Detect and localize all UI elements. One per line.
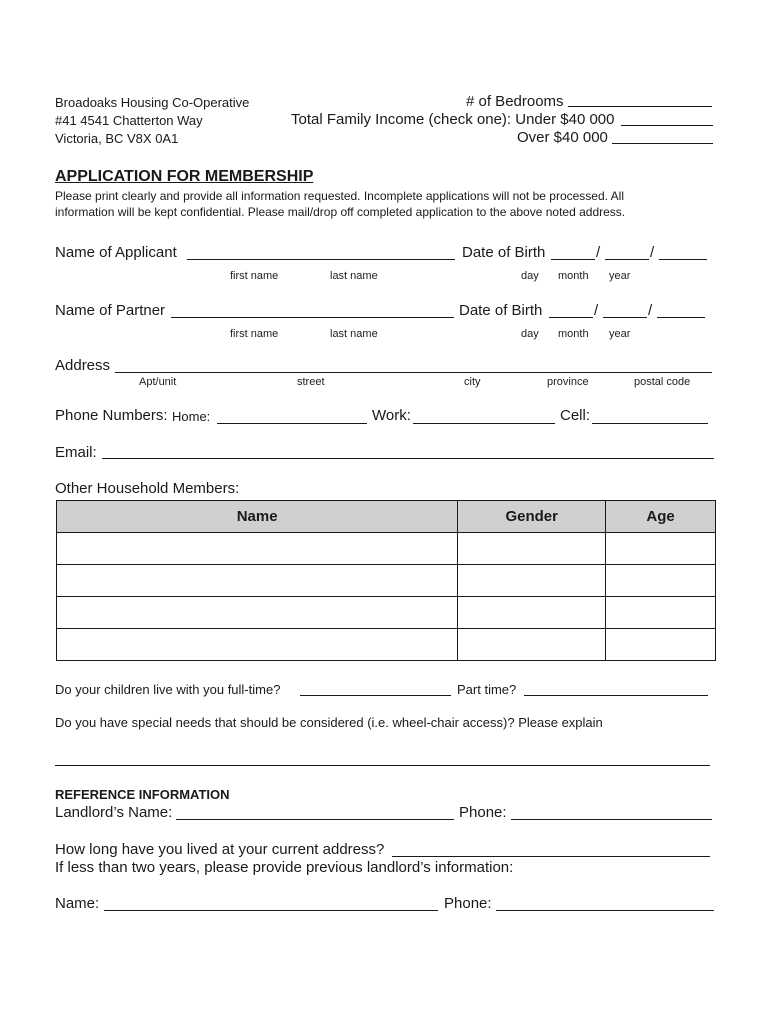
address-apt-caption: Apt/unit xyxy=(139,376,177,388)
partner-day-caption: day xyxy=(521,328,539,340)
applicant-dob-month-field[interactable] xyxy=(605,259,649,260)
phone-cell-field[interactable] xyxy=(592,423,708,424)
address-city-caption: city xyxy=(464,376,481,388)
income-over-field[interactable] xyxy=(612,143,713,144)
applicant-dob-day-field[interactable] xyxy=(551,259,595,260)
applicant-last-name-caption: last name xyxy=(330,270,378,282)
household-col-gender: Gender xyxy=(458,501,606,533)
previous-landlord-phone-field[interactable] xyxy=(496,910,714,911)
org-address-line1: #41 4541 Chatterton Way xyxy=(55,113,203,128)
partner-dob-year-field[interactable] xyxy=(657,317,705,318)
previous-landlord-name-label: Name: xyxy=(55,895,100,912)
income-over-label: Over $40 000 xyxy=(517,129,608,146)
special-needs-question: Do you have special needs that should be considered (i.e. wheel-chair access)? Please explain xyxy=(55,715,603,730)
page-title: APPLICATION FOR MEMBERSHIP xyxy=(55,168,314,185)
phone-home-field[interactable] xyxy=(217,423,367,424)
partner-dob-slash1: / xyxy=(594,302,599,319)
previous-landlord-name-field[interactable] xyxy=(104,910,438,911)
applicant-label: Name of Applicant xyxy=(55,244,177,261)
partner-dob-slash2: / xyxy=(648,302,653,319)
household-name-cell[interactable] xyxy=(57,533,458,565)
how-long-field[interactable] xyxy=(392,856,710,857)
income-under-field[interactable] xyxy=(621,125,713,126)
applicant-name-field[interactable] xyxy=(187,259,455,260)
applicant-dob-slash2: / xyxy=(650,244,655,261)
landlord-phone-field[interactable] xyxy=(511,819,712,820)
instructions-line1: Please print clearly and provide all information requested. Incomplete applications will not be processed. All xyxy=(55,189,624,203)
previous-landlord-phone-label: Phone: xyxy=(444,895,492,912)
household-age-cell[interactable] xyxy=(606,533,716,565)
partner-first-name-caption: first name xyxy=(230,328,279,340)
household-name-cell[interactable] xyxy=(57,565,458,597)
address-field[interactable] xyxy=(115,372,712,373)
address-province-caption: province xyxy=(547,376,589,388)
part-time-question: Part time? xyxy=(457,682,517,697)
partner-dob-label: Date of Birth xyxy=(459,302,543,319)
children-fulltime-question: Do your children live with you full-time? xyxy=(55,682,281,697)
household-name-cell[interactable] xyxy=(57,597,458,629)
table-row xyxy=(57,533,716,565)
part-time-field[interactable] xyxy=(524,695,708,696)
address-postal-caption: postal code xyxy=(634,376,691,388)
table-row xyxy=(57,565,716,597)
household-age-cell[interactable] xyxy=(606,597,716,629)
table-row xyxy=(57,597,716,629)
household-gender-cell[interactable] xyxy=(458,597,606,629)
household-gender-cell[interactable] xyxy=(458,533,606,565)
landlord-phone-label: Phone: xyxy=(459,804,507,821)
special-needs-field[interactable] xyxy=(55,765,710,766)
email-field[interactable] xyxy=(102,458,714,459)
partner-dob-day-field[interactable] xyxy=(549,317,593,318)
partner-dob-month-field[interactable] xyxy=(603,317,647,318)
children-fulltime-field[interactable] xyxy=(300,695,451,696)
applicant-year-caption: year xyxy=(609,270,631,282)
partner-month-caption: month xyxy=(558,328,589,340)
partner-last-name-caption: last name xyxy=(330,328,378,340)
instructions-line2: information will be kept confidential. Please mail/drop off completed application to the above noted address. xyxy=(55,205,626,219)
household-col-name: Name xyxy=(57,501,458,533)
table-row xyxy=(57,629,716,661)
address-label: Address xyxy=(55,357,111,374)
applicant-dob-year-field[interactable] xyxy=(659,259,707,260)
phone-label: Phone Numbers: xyxy=(55,407,168,424)
household-gender-cell[interactable] xyxy=(458,565,606,597)
applicant-dob-slash1: / xyxy=(596,244,601,261)
partner-name-field[interactable] xyxy=(171,317,454,318)
previous-landlord-instruction: If less than two years, please provide previous landlord’s information: xyxy=(55,859,514,876)
applicant-dob-label: Date of Birth xyxy=(462,244,546,261)
household-gender-cell[interactable] xyxy=(458,629,606,661)
phone-work-field[interactable] xyxy=(413,423,555,424)
household-age-cell[interactable] xyxy=(606,629,716,661)
bedrooms-label: # of Bedrooms xyxy=(466,93,564,110)
household-col-age: Age xyxy=(606,501,716,533)
household-header-row xyxy=(57,501,716,533)
reference-heading: REFERENCE INFORMATION xyxy=(55,787,230,802)
address-street-caption: street xyxy=(297,376,325,388)
phone-cell-label: Cell: xyxy=(560,407,591,424)
org-name: Broadoaks Housing Co-Operative xyxy=(55,95,250,110)
landlord-name-field[interactable] xyxy=(176,819,454,820)
applicant-month-caption: month xyxy=(558,270,589,282)
income-label: Total Family Income (check one): Under $40 000 xyxy=(291,111,615,128)
partner-label: Name of Partner xyxy=(55,302,166,319)
household-label: Other Household Members: xyxy=(55,480,240,497)
phone-work-label: Work: xyxy=(372,407,411,424)
partner-year-caption: year xyxy=(609,328,631,340)
org-address-line2: Victoria, BC V8X 0A1 xyxy=(55,131,179,146)
email-label: Email: xyxy=(55,444,97,461)
household-table xyxy=(56,500,716,661)
applicant-day-caption: day xyxy=(521,270,539,282)
household-name-cell[interactable] xyxy=(57,629,458,661)
bedrooms-field[interactable] xyxy=(568,106,712,107)
household-age-cell[interactable] xyxy=(606,565,716,597)
phone-home-label: Home: xyxy=(172,409,211,424)
how-long-question: How long have you lived at your current address? xyxy=(55,841,385,858)
applicant-first-name-caption: first name xyxy=(230,270,279,282)
landlord-name-label: Landlord’s Name: xyxy=(55,804,173,821)
